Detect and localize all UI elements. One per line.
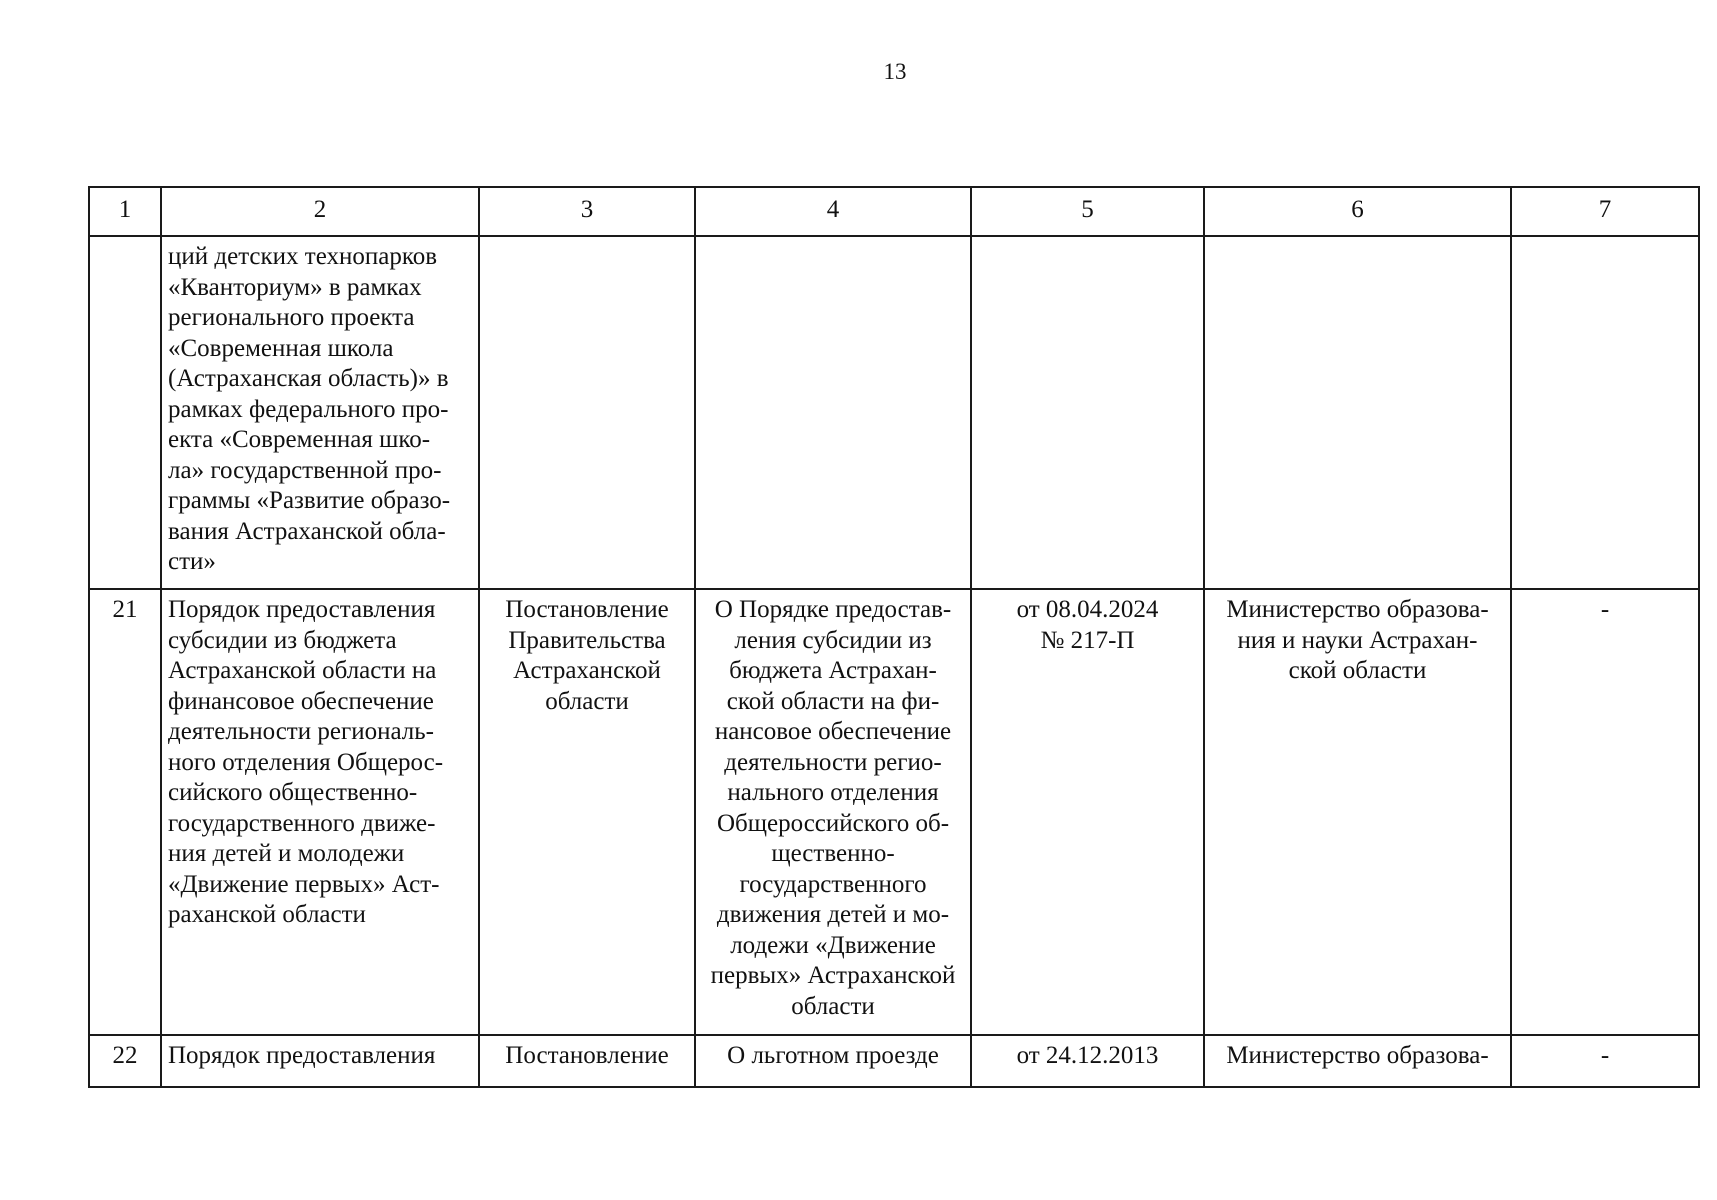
act-name-text: О льготном проезде <box>727 1042 939 1069</box>
act-date-cell <box>971 1035 1204 1087</box>
page-number: 13 <box>883 59 907 84</box>
act-date-cell <box>971 589 1204 1035</box>
note-text: - <box>1600 596 1610 623</box>
table-row <box>89 589 1699 1035</box>
table-header-row <box>89 187 1699 236</box>
note-cell <box>1511 236 1699 589</box>
act-date-text: от 08.04.2024 № 217-П <box>1016 596 1159 654</box>
act-date-text: от 24.12.2013 <box>1016 1042 1159 1069</box>
row-number-cell: 22 <box>89 1035 161 1087</box>
note-cell <box>1511 589 1699 1035</box>
row-number-cell: 21 <box>89 589 161 1035</box>
document-title-text: ций детских технопарков «Кванториум» в рамках регионального проекта «Современная школа (Астраханская область)» в рамках федерального про- екта «Современная шко- ла» государственной про- граммы «Развитие образо- вания Астраханской обла- сти» <box>168 243 451 575</box>
header-cell-2: 2 <box>161 187 479 236</box>
row-number-cell <box>89 236 161 589</box>
responsible-body-text: Министерство образова- ния и науки Астрахан- ской области <box>1226 596 1489 684</box>
act-type-cell <box>479 1035 695 1087</box>
table-row <box>89 236 1699 589</box>
header-cell-7: 7 <box>1511 187 1699 236</box>
document-title-text: Порядок предоставления субсидии из бюджета Астраханской области на финансовое обеспечение деятельности региональ- ного отделения Общерос- сийского общественно- государственного движе- ния детей и молодежи «Движение первых» Аст- раханской области <box>168 596 444 928</box>
note-text: - <box>1600 1042 1610 1069</box>
act-date-cell <box>971 236 1204 589</box>
act-name-cell <box>695 589 971 1035</box>
act-name-cell <box>695 236 971 589</box>
document-title-cell <box>161 589 479 1035</box>
document-title-cell <box>161 1035 479 1087</box>
act-type-cell <box>479 589 695 1035</box>
responsible-body-cell <box>1204 1035 1511 1087</box>
header-cell-5: 5 <box>971 187 1204 236</box>
responsible-body-cell <box>1204 589 1511 1035</box>
note-cell <box>1511 1035 1699 1087</box>
responsible-body-text: Министерство образова- <box>1226 1042 1489 1069</box>
act-name-cell <box>695 1035 971 1087</box>
header-cell-1: 1 <box>89 187 161 236</box>
act-name-text: О Порядке предостав- ления субсидии из бюджета Астрахан- ской области на фи- нансовое обеспечение деятельности регио- нального отделения Общероссийского об- щественно- государственного движения детей и мо- лодежи «Движение первых» Астраханской области <box>710 596 956 1020</box>
header-cell-4: 4 <box>695 187 971 236</box>
act-type-text: Постановление <box>505 1042 669 1069</box>
header-cell-6: 6 <box>1204 187 1511 236</box>
act-type-text: Постановление Правительства Астраханской области <box>505 596 669 715</box>
table-row <box>89 1035 1699 1087</box>
header-cell-3: 3 <box>479 187 695 236</box>
document-table <box>88 186 1700 1088</box>
responsible-body-cell <box>1204 236 1511 589</box>
document-title-text: Порядок предоставления <box>168 1042 436 1069</box>
act-type-cell <box>479 236 695 589</box>
document-title-cell <box>161 236 479 589</box>
